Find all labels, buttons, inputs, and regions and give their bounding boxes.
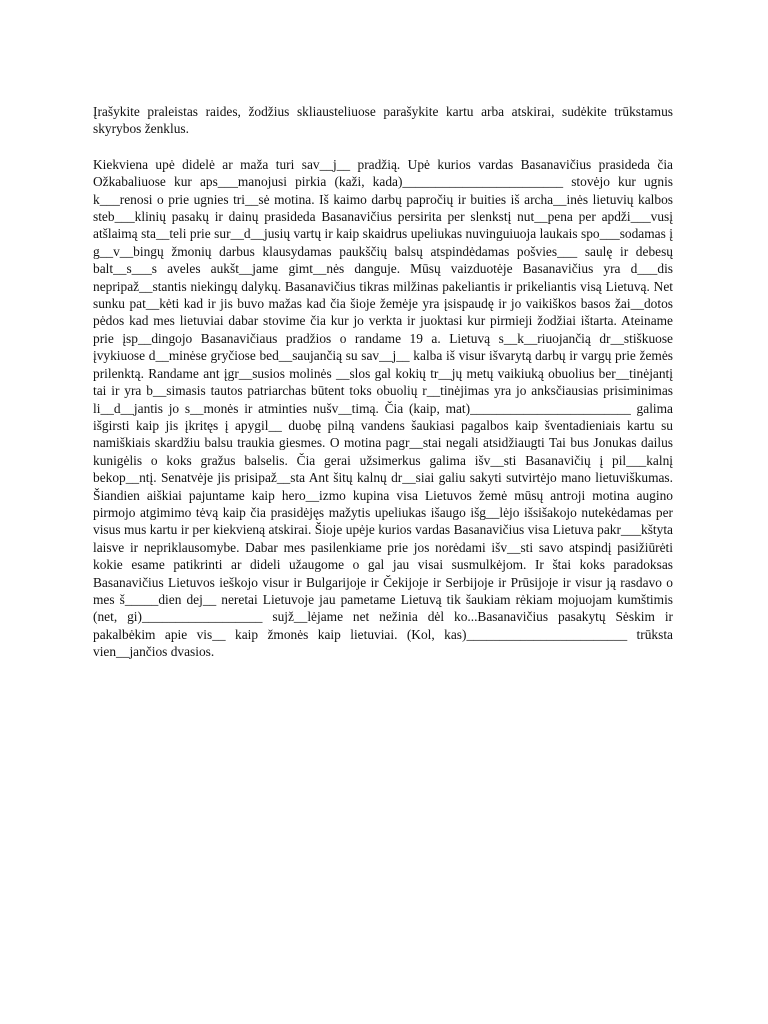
exercise-body-paragraph: Kiekviena upė didelė ar maža turi sav__j__ pradžią. Upė kurios vardas Basanavičius prasideda čia Ožkabaliuose kur aps___manojusi pirkia (kaži, kada)________________________ stovėjo kur ugnis k___renosi o prie ugnies tri__sė motina. Iš kaimo darbų papročių ir buities iš archa__inės lietuvių kalbos steb___klinių pasakų ir dainų prasideda Basanavičius persirita per slenkstį nut__pena per apdži___vusį atšlaimą sta__teli prie sur__d__jusių vartų ir kaip skaidrus upeliukas nuvinguiuoja laukais spo___sodamas į g__v__bingų žmonių darbus klausydamas paukščių balsų atspindėdamas pošvies___ saulę ir debesų balt__s___s aveles aukšt__jame gimt__nės danguje. Mūsų vaizduotėje Basanavičius yra d___dis nepripaž__stantis niekingų dalykų. Basanavičius tikras milžinas pakeliantis ir prikeliantis visą Lietuvą. Net sunku pat__kėti kad ir jis buvo mažas kad čia šioje žemėje yra įsispaudę ir jo vaikiškos basos žai__dotos pėdos kad mes lietuviai dabar stovime čia kur jo verkta ir juoktasi kur pirmieji žodžiai ištarta. Ateiname prie įsp__dingojo Basanavičiaus pradžios o randame 19 a. Lietuvą s__k__riuojančią dr__stiškuose įvykiuose d__minėse gryčiose bed__saujančią su sav__j__ kalba iš visur išvarytą darbų ir vargų prie žemės prilenktą. Randame ant įgr__susios molinės __slos gal kokių tr__jų metų vaikiuką obuolius ber__tinėjantį tai ir yra b__simasis tautos patriarchas būtent toks obuolių r__tinėjimas yra jo anksčiausias prisiminimas li__d__jantis jo s__monės ir atminties nušv__timą. Čia (kaip, mat)________________________ galima išgirsti kaip jis įkritęs į apygil__ duobę pilną vandens šaukiasi pagalbos kaip šventadieniais kartu su namiškiais skardžiu balsu traukia giesmes. O motina pagr__stai negali atsidžiaugti Tai bus Jonukas dailus kunigėlis o koks gražus balselis. Čia gerai užsimerkus galima išv__sti Basanavičių į pil___kalnį bekop__ntį. Senatvėje jis prisipaž__sta Ant šitų kalnų dr__siai galiu sakyti sutvirtėjo mano lietuviškumas. Šiandien aiškiai pajuntame kaip hero__izmo kupina visa Lietuvos žemė mūsų antroji motina augino pirmojo atgimimo tėvą kaip čia prasidėjęs mažytis upeliukas išaugo išg__lėjo išsišakojo nutekėdamas per visus mus kartu ir per kiekvieną atskirai. Šioje upėje kurios vardas Basanavičius visa Lietuva pakr___kštyta laisve ir nepriklausomybe. Dabar mes pasilenkiame prie jos norėdami išv__sti savo atspindį pasižiūrėti kokie esame patikrinti ar dideli užaugome o gal jau visai susmulkėjom. Ir štai koks paradoksas Basanavičius Lietuvos ieškojo visur ir Bulgarijoje ir Čekijoje ir Serbijoje ir Prūsijoje ir visur ją rasdavo o mes š_____dien dej__ neretai Lietuvoje jau pametame Lietuvą tik šaukiam rėkiam mojuojam kumštimis (net, gi)__________________ sujž__lėjame net nežinia dėl ko...Basanavičius pasakytų Sėskim ir pakalbėkim apie vis__ kaip žmonės kaip lietuviai. (Kol, kas)________________________ trūksta vien__jančios dvasios. [93, 156, 673, 660]
exercise-text [93, 103, 673, 661]
exercise-instruction: Įrašykite praleistas raides, žodžius skliausteliuose parašykite kartu arba atskirai, sudėkite trūkstamus skyrybos ženklus. [93, 104, 673, 137]
